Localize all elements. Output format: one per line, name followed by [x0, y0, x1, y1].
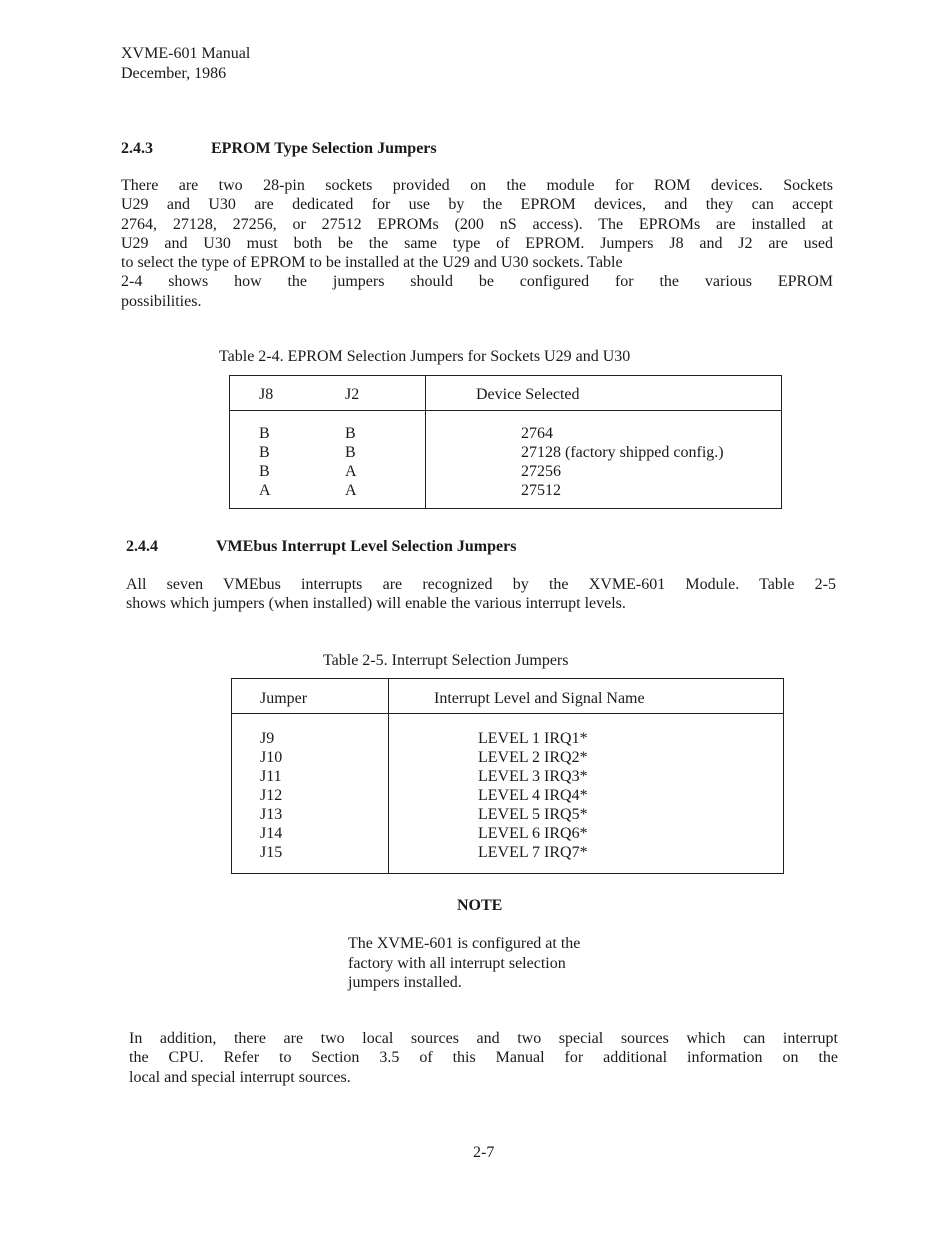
- table-cell: A: [345, 463, 357, 480]
- section-heading-2-4-3: [121, 139, 621, 159]
- table-cell: B: [259, 463, 270, 480]
- section-title: VMEbus Interrupt Level Selection Jumpers: [216, 538, 517, 555]
- closing-paragraph: [129, 1029, 838, 1087]
- table-cell: B: [259, 444, 270, 461]
- section-heading-2-4-4: [126, 537, 626, 557]
- paragraph-line: possibilities.: [121, 292, 202, 310]
- paragraph-line: There are two 28-pin sockets provided on the module for ROM devices. Sockets: [121, 177, 833, 194]
- note-line: The XVME-601 is configured at the: [348, 935, 581, 952]
- column-header-j8: J8: [259, 386, 274, 403]
- note-line: jumpers installed.: [348, 974, 462, 991]
- table-cell: 27512: [521, 482, 561, 499]
- section-number: 2.4.4: [126, 538, 158, 555]
- table-cell: LEVEL 6 IRQ6*: [478, 825, 588, 842]
- table-cell: B: [345, 425, 356, 442]
- column-header-j2: J2: [345, 386, 360, 403]
- page-header: [121, 44, 250, 84]
- table-cell: LEVEL 1 IRQ1*: [478, 730, 588, 747]
- paragraph-line: the CPU. Refer to Section 3.5 of this Manual for additional information on the: [129, 1049, 838, 1067]
- section-title: EPROM Type Selection Jumpers: [211, 140, 437, 157]
- table-cell: J15: [260, 844, 283, 861]
- table-2-5: [231, 678, 784, 874]
- header-date: December, 1986: [121, 65, 227, 82]
- table-cell: LEVEL 3 IRQ3*: [478, 768, 588, 785]
- paragraph-line: to select the type of EPROM to be installed at the U29 and U30 sockets. Table: [121, 254, 623, 272]
- note-body: [348, 934, 580, 993]
- note-line: factory with all interrupt selection: [348, 954, 566, 972]
- paragraph-line: 2764, 27128, 27256, or 27512 EPROMs (200 nS access). The EPROMs are installed at: [121, 215, 833, 233]
- paragraph-line: In addition, there are two local sources and two special sources which can interrupt: [129, 1030, 838, 1047]
- table-cell: J10: [260, 749, 283, 766]
- header-manual-title: XVME-601 Manual: [121, 45, 251, 62]
- table-cell: J14: [260, 825, 283, 842]
- table-column-divider: [425, 376, 426, 508]
- table-cell: B: [259, 425, 270, 442]
- table-cell: J12: [260, 787, 283, 804]
- table-2-5-caption: Table 2-5. Interrupt Selection Jumpers: [323, 652, 569, 669]
- column-header-interrupt-level: Interrupt Level and Signal Name: [434, 690, 645, 707]
- table-cell: 27128 (factory shipped config.): [521, 444, 724, 461]
- table-cell: 2764: [521, 425, 553, 442]
- paragraph-line: U29 and U30 must both be the same type of EPROM. Jumpers J8 and J2 are used: [121, 234, 833, 252]
- paragraph-line: All seven VMEbus interrupts are recognized by the XVME-601 Module. Table 2-5: [126, 576, 836, 593]
- paragraph-line: U29 and U30 are dedicated for use by the EPROM devices, and they can accept: [121, 196, 833, 214]
- column-header-device-selected: Device Selected: [476, 386, 580, 403]
- table-cell: 27256: [521, 463, 561, 480]
- table-cell: A: [345, 482, 357, 499]
- table-cell: J11: [260, 768, 282, 785]
- paragraph-line: shows which jumpers (when installed) will enable the various interrupt levels.: [126, 595, 626, 613]
- table-2-4-caption: Table 2-4. EPROM Selection Jumpers for Sockets U29 and U30: [219, 348, 631, 365]
- section-number: 2.4.3: [121, 140, 153, 157]
- table-cell: LEVEL 7 IRQ7*: [478, 844, 588, 861]
- column-header-jumper: Jumper: [260, 690, 308, 707]
- table-column-divider: [388, 679, 389, 873]
- section-2-4-4-paragraph: [126, 575, 836, 614]
- table-cell: A: [259, 482, 271, 499]
- table-2-4: [229, 375, 782, 509]
- paragraph-line: local and special interrupt sources.: [129, 1068, 351, 1086]
- table-cell: J13: [260, 806, 283, 823]
- table-cell: LEVEL 2 IRQ2*: [478, 749, 588, 766]
- table-cell: LEVEL 5 IRQ5*: [478, 806, 588, 823]
- section-2-4-3-paragraph: [121, 176, 833, 311]
- table-cell: J9: [260, 730, 275, 747]
- table-cell: LEVEL 4 IRQ4*: [478, 787, 588, 804]
- paragraph-line: 2-4 shows how the jumpers should be configured for the various EPROM: [121, 273, 833, 291]
- table-cell: B: [345, 444, 356, 461]
- page-number: 2-7: [473, 1144, 495, 1161]
- note-title: NOTE: [457, 897, 503, 914]
